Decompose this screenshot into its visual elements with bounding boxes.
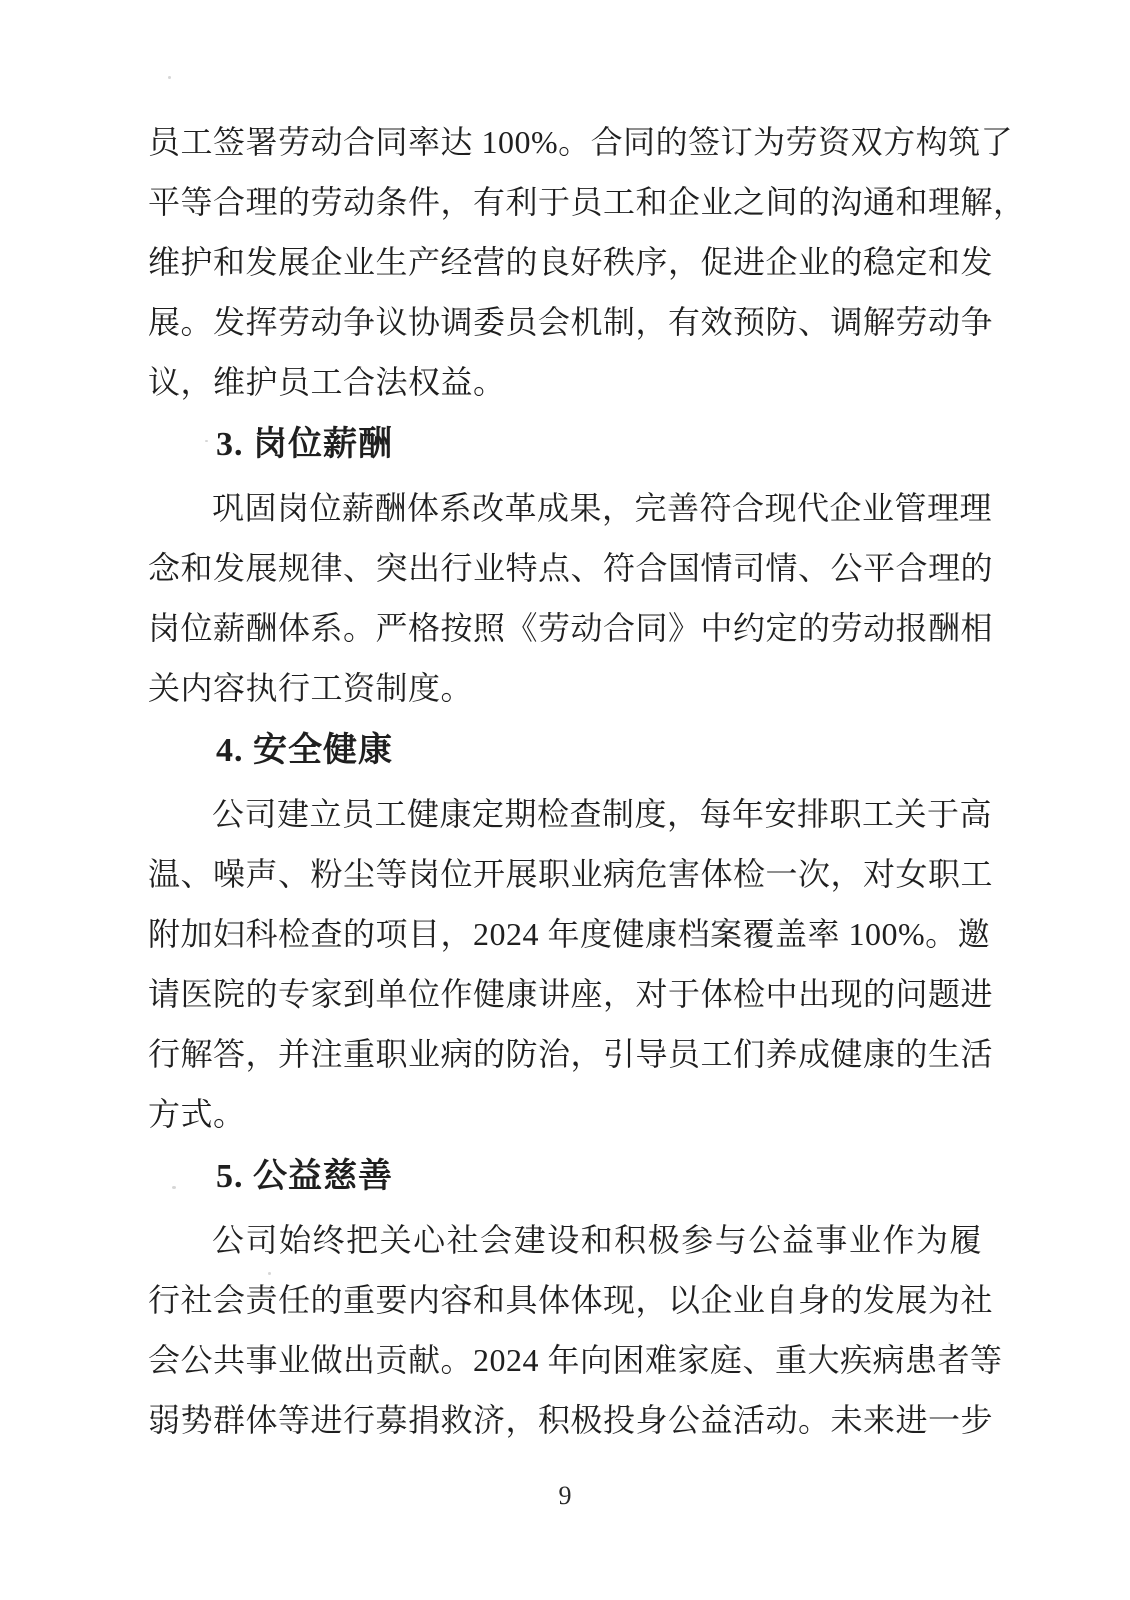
text-line: 温、噪声、粉尘等岗位开展职业病危害体检一次，对女职工 [148,856,994,892]
section-heading-5: 5. 公益慈善 [216,1158,393,1195]
text-line: 公司始终把关心社会建设和积极参与公益事业作为履 [212,1222,982,1258]
scan-artifact [172,1186,176,1189]
text-line: 平等合理的劳动条件，有利于员工和企业之间的沟通和理解， [148,184,1026,220]
text-line: 行解答，并注重职业病的防治，引导员工们养成健康的生活 [148,1036,994,1072]
scan-artifact [882,510,885,513]
text-line: 岗位薪酬体系。严格按照《劳动合同》中约定的劳动报酬相 [148,610,994,646]
text-line: 念和发展规律、突出行业特点、符合国情司情、公平合理的 [148,550,994,586]
scan-artifact [168,76,171,79]
text-line: 公司建立员工健康定期检查制度，每年安排职工关于高 [212,796,993,832]
text-line: 员工签署劳动合同率达 100%。合同的签订为劳资双方构筑了 [148,124,1014,160]
text-line: 附加妇科检查的项目，2024 年度健康档案覆盖率 100%。邀 [148,916,991,952]
text-line: 巩固岗位薪酬体系改革成果，完善符合现代企业管理理 [212,490,993,526]
text-line: 维护和发展企业生产经营的良好秩序，促进企业的稳定和发 [148,244,994,280]
section-heading-3: 3. 岗位薪酬 [216,426,393,463]
text-line: 方式。 [148,1096,246,1132]
text-line: 会公共事业做出贡献。2024 年向困难家庭、重大疾病患者等 [148,1342,1003,1378]
scan-artifact [268,1272,271,1275]
text-line: 议，维护员工合法权益。 [148,364,506,400]
page-number: 9 [558,1481,572,1510]
text-line: 行社会责任的重要内容和具体体现，以企业自身的发展为社 [148,1282,994,1318]
page-body [148,112,1026,1450]
text-line: 弱势群体等进行募捐救济，积极投身公益活动。未来进一步 [148,1402,994,1438]
scan-artifact [205,440,208,442]
text-line: 请医院的专家到单位作健康讲座，对于体检中出现的问题进 [148,976,994,1012]
text-line: 关内容执行工资制度。 [148,670,474,706]
section-heading-4: 4. 安全健康 [216,732,393,769]
scan-artifact [948,1342,951,1344]
text-line: 展。发挥劳动争议协调委员会机制，有效预防、调解劳动争 [148,304,994,340]
